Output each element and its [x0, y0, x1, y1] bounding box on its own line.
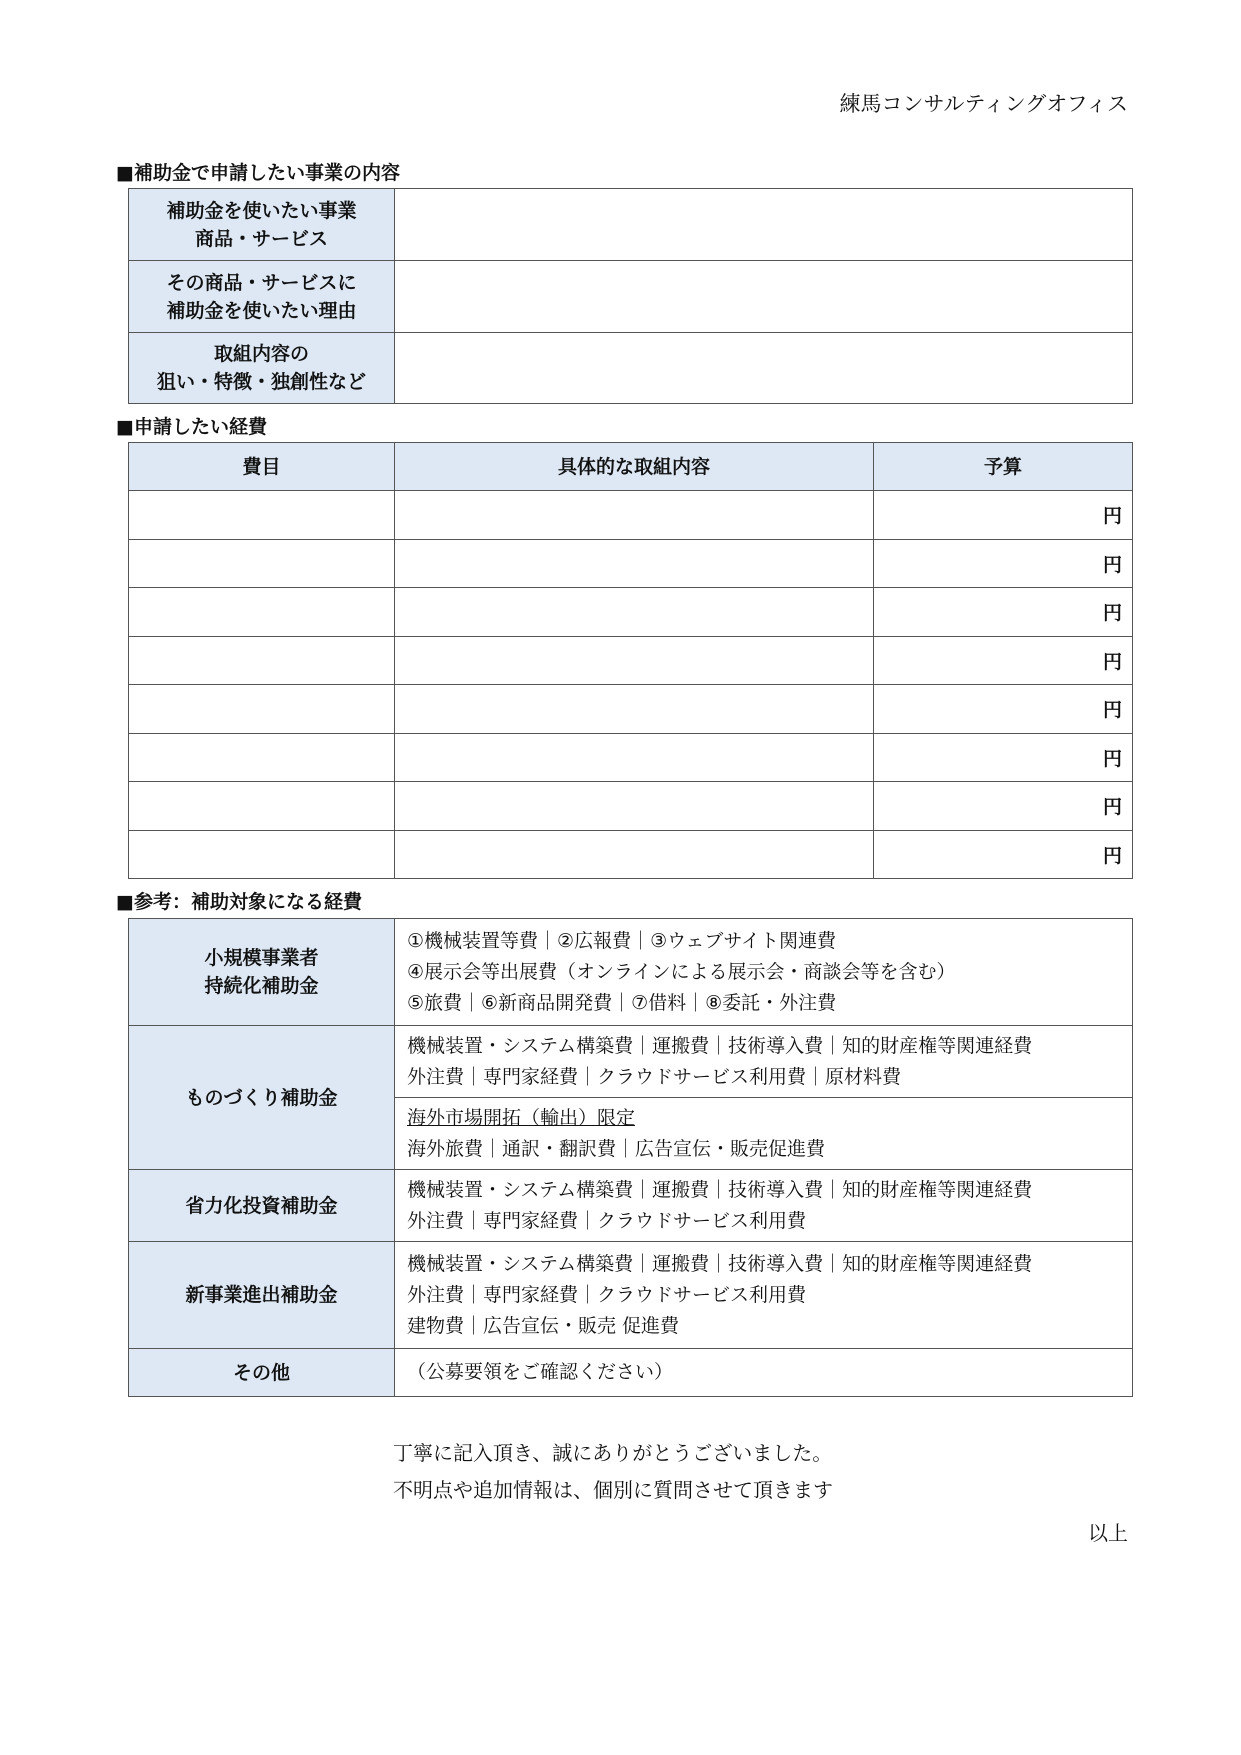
budget-cell[interactable] [874, 733, 1133, 782]
content-cell[interactable] [395, 685, 874, 734]
aim-input-cell[interactable] [395, 333, 1133, 404]
reason-input-cell[interactable] [395, 261, 1133, 333]
content-cell[interactable] [395, 588, 874, 637]
budget-cell[interactable] [874, 636, 1133, 685]
budget-cell[interactable] [874, 491, 1133, 540]
budget-cell[interactable] [874, 830, 1133, 879]
yen-unit: 円 [1102, 602, 1122, 625]
yen-unit: 円 [1102, 650, 1122, 673]
subsidy-expenses-jizokuka: ①機械装置等費｜②広報費｜③ウェブサイト関連費 ④展示会等出展費（オンラインによる展示会・商談会等を含む） ⑤旅費｜⑥新商品開発費｜⑦借料｜⑧委託・外注費 [395, 919, 1133, 1026]
reason-row-label: その商品・サービスに 補助金を使いたい理由 [129, 261, 395, 333]
content-cell[interactable] [395, 539, 874, 588]
subsidy-label-jizokuka: 小規模事業者 持続化補助金 [129, 919, 395, 1026]
item-cell[interactable] [129, 685, 395, 734]
section-title-expenses: ■申請したい経費 [116, 416, 267, 438]
subsidy-label-monozukuri: ものづくり補助金 [129, 1026, 395, 1170]
expense-row [129, 491, 1133, 540]
yen-unit: 円 [1102, 505, 1122, 528]
item-cell[interactable] [129, 539, 395, 588]
budget-cell[interactable] [874, 685, 1133, 734]
item-cell[interactable] [129, 636, 395, 685]
business-row-label: 補助金を使いたい事業 商品・サービス [129, 189, 395, 261]
business-input-cell[interactable] [395, 189, 1133, 261]
subsidy-expenses-shoryokuka: 機械装置・システム構築費｜運搬費｜技術導入費｜知的財産権等関連経費 外注費｜専門家経費｜クラウドサービス利用費 [395, 1170, 1133, 1242]
subsidy-label-shinjigyo: 新事業進出補助金 [129, 1242, 395, 1349]
budget-cell[interactable] [874, 782, 1133, 831]
content-cell[interactable] [395, 636, 874, 685]
content-cell[interactable] [395, 782, 874, 831]
item-cell[interactable] [129, 491, 395, 540]
item-cell[interactable] [129, 830, 395, 879]
col-header-budget: 予算 [874, 443, 1133, 491]
subsidy-expenses-other: （公募要領をご確認ください） [395, 1349, 1133, 1397]
closing-mark: 以上 [1088, 1521, 1128, 1545]
expense-row [129, 830, 1133, 879]
thanks-line-2: 不明点や追加情報は、個別に質問させて頂きます [393, 1478, 833, 1502]
export-limited-note: 海外市場開拓（輸出）限定 [407, 1106, 636, 1129]
yen-unit: 円 [1102, 796, 1122, 819]
budget-cell[interactable] [874, 539, 1133, 588]
expense-row [129, 588, 1133, 637]
subsidy-label-other: その他 [129, 1349, 395, 1397]
subsidy-expenses-monozukuri: 機械装置・システム構築費｜運搬費｜技術導入費｜知的財産権等関連経費 外注費｜専門家経費｜クラウドサービス利用費｜原材料費 [395, 1026, 1133, 1098]
item-cell[interactable] [129, 588, 395, 637]
aim-row-label: 取組内容の 狙い・特徴・独創性など [129, 333, 395, 404]
expense-row [129, 782, 1133, 831]
thanks-line-1: 丁寧に記入頂き、誠にありがとうございました。 [393, 1441, 833, 1465]
col-header-item: 費目 [129, 443, 395, 491]
expense-row [129, 539, 1133, 588]
reference-table [128, 918, 1133, 1397]
expense-row [129, 685, 1133, 734]
content-cell[interactable] [395, 733, 874, 782]
yen-unit: 円 [1102, 844, 1122, 867]
subsidy-expenses-shinjigyo: 機械装置・システム構築費｜運搬費｜技術導入費｜知的財産権等関連経費 外注費｜専門家経費｜クラウドサービス利用費 建物費｜広告宣伝・販売 促進費 [395, 1242, 1133, 1349]
item-cell[interactable] [129, 782, 395, 831]
section-title-reference: ■参考：補助対象になる経費 [116, 891, 362, 913]
expenses-table [128, 442, 1133, 879]
yen-unit: 円 [1102, 747, 1122, 770]
expense-row [129, 733, 1133, 782]
budget-cell[interactable] [874, 588, 1133, 637]
content-cell[interactable] [395, 491, 874, 540]
org-name: 練馬コンサルティングオフィス [839, 92, 1128, 116]
subsidy-label-shoryokuka: 省力化投資補助金 [129, 1170, 395, 1242]
col-header-content: 具体的な取組内容 [395, 443, 874, 491]
section-title-business: ■補助金で申請したい事業の内容 [116, 162, 400, 184]
content-cell[interactable] [395, 830, 874, 879]
yen-unit: 円 [1102, 699, 1122, 722]
business-table [128, 188, 1133, 404]
expense-row [129, 636, 1133, 685]
item-cell[interactable] [129, 733, 395, 782]
yen-unit: 円 [1102, 553, 1122, 576]
subsidy-expenses-monozukuri-export: 海外市場開拓（輸出）限定 海外旅費｜通訳・翻訳費｜広告宣伝・販売促進費 [395, 1098, 1133, 1170]
